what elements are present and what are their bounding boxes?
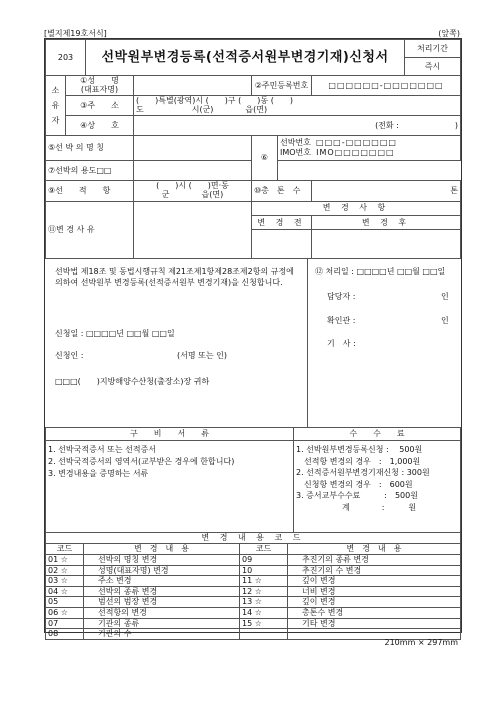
ship-table [45, 135, 461, 259]
table-row: 05 범선의 범장 변경 13 ☆ 깊이 변경 [46, 597, 461, 608]
ship-name-label: ⑤선 박 의 명 칭 [46, 136, 134, 161]
tonnage-label: ⑩총 톤 수 [252, 181, 312, 202]
trade-name-label: ④상 호 [66, 116, 134, 136]
ship-name-field[interactable] [134, 136, 252, 161]
form-title: 선박원부변경등록(선적증서원부변경기재)신청서 [86, 40, 405, 76]
content-col-header: 변 경 내 용 [84, 544, 240, 555]
ship-number-field[interactable]: 선박번호 □□□-□□□□□□ IMO번호 IMO□□□□□□□ [278, 136, 461, 161]
code-col-header: 코드 [46, 544, 84, 555]
table-row: 04 ☆ 선박의 종류 변경 12 ☆ 너비 변경 [46, 586, 461, 597]
code-col-header: 코드 [240, 544, 288, 555]
phone-field[interactable]: (전화 : ) [134, 116, 461, 136]
rrn-field[interactable]: □□□□□□-□□□□□□□ [312, 76, 461, 96]
engineer-label: 기 사 : [327, 339, 356, 348]
fee-line: 신청항 변경의 경우 : 600원 [304, 479, 413, 489]
rrn-label: ②주민등록번호 [252, 76, 312, 96]
table-row: 08 기관의 수 [46, 629, 461, 640]
fees-header: 수 수 료 [294, 428, 461, 441]
applicant-table [45, 75, 461, 136]
fee-line: 3. 증서교부수수료 : 500원 [296, 491, 418, 501]
table-row: 01 ☆ 선박의 명칭 변경 09 추진기의 종류 변경 [46, 555, 461, 566]
fee-line: 계 : 원 [342, 502, 417, 512]
form-frame [44, 38, 462, 639]
ship-use-label: ⑦선박의 용도□□ [46, 160, 134, 181]
ship-use-field[interactable] [134, 160, 252, 181]
tonnage-field[interactable]: 톤 [312, 181, 461, 202]
declaration-divider [307, 259, 308, 427]
reason-label: ⑪변 경 사 유 [46, 201, 134, 258]
code-table [45, 532, 461, 640]
fee-line: 선적항 변경의 경우 : 1,000원 [304, 456, 421, 466]
table-row: 07 기관의 종류 15 ☆ 기타 변경 [46, 618, 461, 629]
paper-size: 210mm × 297mm [384, 638, 458, 647]
checker-seal: 인 [441, 316, 449, 325]
document-item: 2. 선박국적증서의 영역서(교부받은 경우에 한합니다) [48, 457, 235, 466]
application-date: 신청일 : □□□□년 □□월 □□일 [55, 329, 175, 338]
officer-label: 담당자 : [327, 292, 356, 301]
period-label: 처리기간 [405, 40, 461, 58]
fee-line: 2. 선적증서원부변경기재신청 : 300원 [296, 468, 430, 478]
applicant-label: 신청인 : [55, 351, 84, 360]
table-row: 03 ☆ 주소 변경 11 ☆ 깊이 변경 [46, 576, 461, 587]
table-row: 02 ☆ 성명(대표자명) 변경 10 추진기의 수 변경 [46, 565, 461, 576]
officer-seal: 인 [441, 292, 449, 301]
fee-line: 1. 선박원부변경등록신청 : 500원 [296, 445, 423, 454]
port-field[interactable]: ( )시 ( )면·동 군 읍(면) [134, 181, 252, 202]
fees-list [294, 441, 461, 533]
code-table-title: 변 경 내 용 코 드 [46, 533, 461, 544]
docs-fees-table [45, 427, 461, 533]
content-col-header: 변 경 내 용 [288, 544, 461, 555]
port-label: ⑨선 적 항 [46, 181, 134, 202]
processing-date: ⑫ 처리일 : □□□□년 □□월 □□일 [315, 267, 446, 276]
changes-header: 변 경 사 항 [252, 201, 461, 215]
page-side: (앞쪽) [438, 29, 460, 38]
form-number: [별지제19호서식] [44, 29, 107, 38]
declaration-section [45, 259, 461, 428]
period-value: 즉시 [405, 58, 461, 76]
owner-side-label: 소 유 자 [46, 76, 66, 136]
documents-list [46, 441, 294, 533]
after-field[interactable] [312, 230, 461, 259]
ship-number-label: ⑥ [252, 136, 278, 181]
table-row: 06 ☆ 선적항의 변경 14 ☆ 총톤수 변경 [46, 607, 461, 618]
address-field[interactable]: ( )특별(광역)시 ( )구 ( )동 ( ) 도 시(군) 읍(면) [134, 96, 461, 116]
form-code: 203 [46, 40, 86, 76]
title-table [45, 39, 461, 76]
address-label: ③주 소 [66, 96, 134, 116]
declaration-text: 선박법 제18조 및 동법시행규칙 제21조제1항제28조제2항의 규정에 의하여 선박원부 변경등록(선적증서원부 변경기재)을 신청합니다. [55, 267, 294, 287]
signature-label[interactable]: (서명 또는 인) [177, 351, 227, 360]
reason-field[interactable] [134, 201, 252, 258]
checker-label: 확인관 : [327, 316, 356, 325]
document-item: 3. 변경내용을 증명하는 서류 [48, 469, 149, 478]
document-item: 1. 선박국적증서 또는 선적증서 [48, 445, 156, 454]
name-field[interactable] [134, 76, 252, 96]
documents-header: 구 비 서 류 [46, 428, 294, 441]
before-header: 변 경 전 [252, 215, 312, 229]
after-header: 변 경 후 [312, 215, 461, 229]
name-label: ①성 명 (대표자명) [66, 76, 134, 96]
before-field[interactable] [252, 230, 312, 259]
addressee: □□□( )지방해양수산청(출장소)장 귀하 [55, 377, 210, 386]
